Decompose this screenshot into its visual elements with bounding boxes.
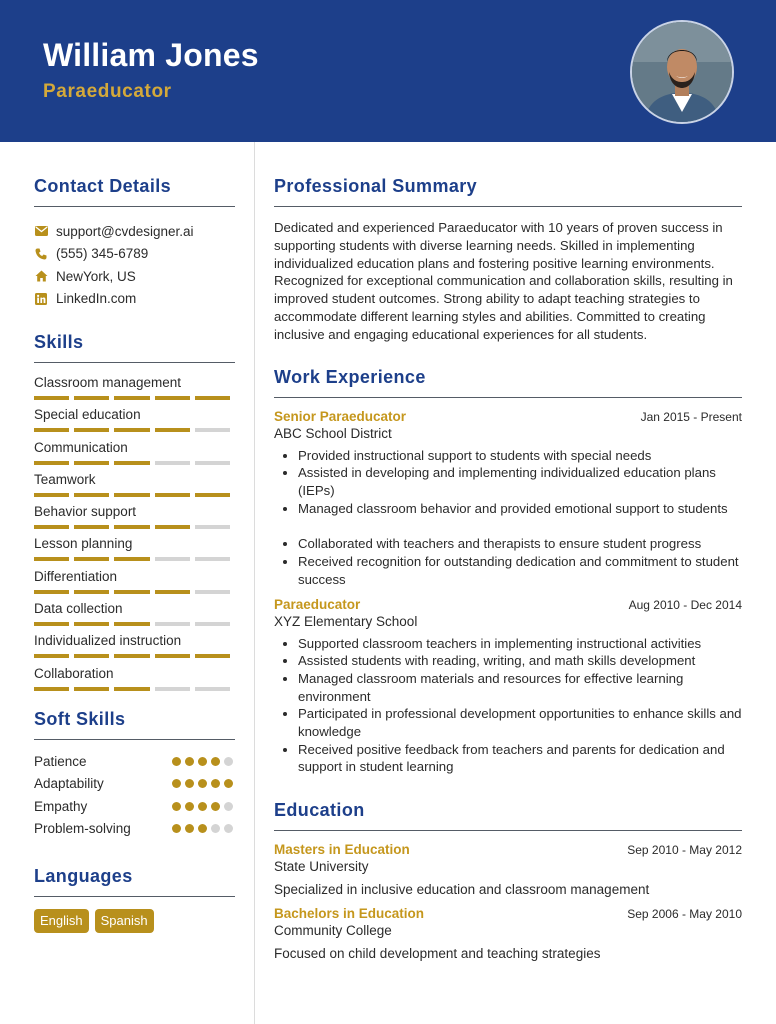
rating-dot: [185, 802, 194, 811]
skill-level-bar: [34, 622, 235, 626]
skill-level-segment: [74, 461, 109, 465]
skill-level-segment: [195, 654, 230, 658]
contact-phone-text: (555) 345-6789: [56, 246, 149, 262]
skill-item: [34, 469, 235, 501]
phone-icon: [34, 247, 48, 261]
skill-level-segment: [155, 493, 190, 497]
job-bullet: • Assisted in developing and implementing individualized education plans (IEPs): [298, 464, 742, 499]
soft-skill-name: Adaptability: [34, 776, 104, 792]
skill-name: Differentiation: [34, 568, 118, 584]
rating-dot: [172, 824, 181, 833]
language-badge: Spanish: [95, 909, 154, 933]
skill-level-bar: [34, 461, 235, 465]
job-bullet: • Managed classroom behavior and provided emotional support to students: [298, 500, 742, 518]
education-description: Specialized in inclusive education and classroom management: [274, 882, 650, 898]
education-date: Sep 2010 - May 2012: [627, 843, 742, 858]
skill-level-segment: [34, 428, 69, 432]
skill-level-segment: [74, 493, 109, 497]
soft-skill-item: [34, 750, 235, 773]
contact-section: [34, 176, 235, 310]
summary-title: Professional Summary: [274, 176, 742, 207]
soft-skill-rating: [168, 824, 233, 833]
skill-level-segment: [195, 525, 230, 529]
contact-linkedin-text: LinkedIn.com: [56, 291, 137, 307]
degree-title: Masters in Education: [274, 842, 410, 858]
languages-list: [34, 909, 235, 933]
rating-dot: [224, 824, 233, 833]
column-divider: [254, 142, 255, 1024]
skill-item: [34, 437, 235, 469]
skill-level-bar: [34, 428, 235, 432]
soft-skill-name: Problem-solving: [34, 821, 131, 837]
skill-level-segment: [34, 525, 69, 529]
education-date: Sep 2006 - May 2010: [627, 907, 742, 922]
skill-name: Communication: [34, 439, 128, 455]
job-entry: [274, 409, 742, 589]
job-date: Aug 2010 - Dec 2014: [628, 597, 742, 612]
envelope-icon: [34, 224, 48, 238]
skill-item: [34, 404, 235, 436]
skill-level-segment: [74, 557, 109, 561]
left-column: [34, 142, 235, 933]
home-icon: [34, 269, 48, 283]
skill-level-segment: [34, 590, 69, 594]
skill-level-segment: [155, 428, 190, 432]
soft-skills-section: [34, 709, 235, 840]
skill-item: [34, 501, 235, 533]
skill-level-segment: [74, 654, 109, 658]
rating-dot: [185, 757, 194, 766]
soft-skills-title: Soft Skills: [34, 709, 235, 740]
rating-dot: [211, 757, 220, 766]
education-entry: [274, 842, 742, 897]
rating-dot: [198, 824, 207, 833]
resume-header: [0, 0, 776, 142]
skill-level-segment: [195, 590, 230, 594]
rating-dot: [198, 757, 207, 766]
skill-name: Special education: [34, 407, 141, 423]
education-section: [274, 800, 742, 961]
contact-phone[interactable]: [34, 243, 235, 266]
skill-name: Classroom management: [34, 375, 182, 390]
skill-level-segment: [195, 622, 230, 626]
skill-level-segment: [74, 396, 109, 400]
contact-location-text: NewYork, US: [56, 268, 136, 284]
skill-name: Collaboration: [34, 665, 114, 681]
skill-level-bar: [34, 590, 235, 594]
skills-section: [34, 332, 235, 695]
skill-item: [34, 598, 235, 630]
skill-level-segment: [74, 590, 109, 594]
languages-title: Languages: [34, 866, 235, 897]
skill-level-bar: [34, 493, 235, 497]
job-bullet: • Received positive feedback from teachers and parents for dedication and support in student learning: [298, 741, 742, 776]
rating-dot: [172, 802, 181, 811]
skill-level-segment: [155, 687, 190, 691]
skill-item: [34, 533, 235, 565]
job-bullets: [274, 447, 742, 589]
skill-level-segment: [195, 428, 230, 432]
job-title: Senior Paraeducator: [274, 408, 407, 424]
skill-item: [34, 663, 235, 695]
rating-dot: [198, 802, 207, 811]
skill-level-segment: [195, 493, 230, 497]
skill-level-segment: [114, 428, 149, 432]
skill-level-segment: [34, 687, 69, 691]
soft-skill-item: [34, 817, 235, 840]
skill-level-bar: [34, 525, 235, 529]
skill-name: Lesson planning: [34, 536, 133, 552]
job-entry: [274, 597, 742, 777]
soft-skill-rating: [168, 757, 233, 766]
skill-level-segment: [114, 493, 149, 497]
right-column: [274, 142, 742, 961]
skill-level-segment: [155, 622, 190, 626]
skill-level-segment: [155, 461, 190, 465]
job-bullet: • Collaborated with teachers and therapists to ensure student progress: [298, 535, 742, 553]
rating-dot: [185, 779, 194, 788]
contact-email[interactable]: [34, 220, 235, 243]
education-description: Focused on child development and teaching strategies: [274, 946, 601, 962]
candidate-role: Paraeducator: [43, 81, 172, 102]
skill-level-segment: [195, 461, 230, 465]
job-bullet: • Assisted students with reading, writing, and math skills development: [298, 652, 742, 670]
rating-dot: [224, 779, 233, 788]
skill-level-segment: [155, 557, 190, 561]
skill-level-segment: [74, 525, 109, 529]
job-date: Jan 2015 - Present: [640, 409, 742, 424]
skill-level-segment: [34, 622, 69, 626]
skill-level-segment: [34, 493, 69, 497]
language-badge: English: [34, 909, 89, 933]
experience-section: [274, 367, 742, 777]
job-organization: ABC School District: [274, 425, 392, 441]
skill-level-segment: [114, 525, 149, 529]
job-bullets: [274, 635, 742, 777]
skill-level-segment: [114, 557, 149, 561]
job-organization: XYZ Elementary School: [274, 613, 418, 629]
experience-title: Work Experience: [274, 367, 742, 398]
skill-level-segment: [34, 396, 69, 400]
rating-dot: [185, 824, 194, 833]
job-bullet: • Participated in professional development opportunities to enhance skills and knowledge: [298, 705, 742, 740]
skill-item: [34, 372, 235, 404]
skill-name: Data collection: [34, 601, 123, 617]
skill-level-segment: [155, 525, 190, 529]
soft-skill-rating: [168, 779, 233, 788]
profile-photo: [630, 20, 734, 124]
skill-level-segment: [114, 396, 149, 400]
skill-level-segment: [74, 687, 109, 691]
soft-skill-rating: [168, 802, 233, 811]
skill-level-bar: [34, 396, 235, 400]
skill-level-segment: [195, 557, 230, 561]
languages-section: [34, 866, 235, 933]
skill-item: [34, 630, 235, 662]
skill-level-segment: [34, 557, 69, 561]
degree-title: Bachelors in Education: [274, 906, 425, 922]
skill-level-segment: [114, 687, 149, 691]
skill-level-segment: [114, 622, 149, 626]
skill-level-segment: [34, 461, 69, 465]
soft-skill-name: Empathy: [34, 798, 88, 814]
contact-linkedin[interactable]: [34, 288, 235, 311]
soft-skill-name: Patience: [34, 753, 87, 769]
summary-section: [274, 176, 742, 344]
job-title: Paraeducator: [274, 596, 361, 612]
school-name: State University: [274, 859, 369, 875]
summary-text: Dedicated and experienced Paraeducator with 10 years of proven success in supporting students with diverse learning needs. Skilled in implementing individualized education plans and fostering positive learning environments. Recognized for exceptional communication and collaboration skills, resulting in improved student outcomes. Strong ability to adapt teaching strategies to accommodate different learning styles and abilities. Committed to creating inclusive and engaging educational experiences for all students.: [274, 220, 733, 342]
rating-dot: [224, 802, 233, 811]
rating-dot: [224, 757, 233, 766]
skill-level-segment: [155, 654, 190, 658]
skill-item: [34, 566, 235, 598]
skill-level-segment: [114, 461, 149, 465]
job-bullet: • Managed classroom materials and resources for effective learning environment: [298, 670, 742, 705]
linkedin-icon: [34, 292, 48, 306]
rating-dot: [172, 779, 181, 788]
skill-name: Teamwork: [34, 471, 96, 487]
job-bullet: • Provided instructional support to students with special needs: [298, 447, 742, 465]
rating-dot: [211, 824, 220, 833]
skill-level-segment: [155, 396, 190, 400]
rating-dot: [211, 802, 220, 811]
contact-email-text: support@cvdesigner.ai: [56, 223, 194, 239]
contact-title: Contact Details: [34, 176, 235, 207]
skill-level-segment: [195, 687, 230, 691]
skill-level-bar: [34, 687, 235, 691]
skills-title: Skills: [34, 332, 235, 363]
school-name: Community College: [274, 923, 392, 939]
skill-level-segment: [74, 622, 109, 626]
skill-name: Individualized instruction: [34, 633, 182, 649]
soft-skill-item: [34, 772, 235, 795]
skill-name: Behavior support: [34, 504, 137, 520]
job-bullet: • Supported classroom teachers in implementing instructional activities: [298, 635, 742, 653]
skill-level-segment: [114, 654, 149, 658]
rating-dot: [211, 779, 220, 788]
skill-level-bar: [34, 557, 235, 561]
skill-level-segment: [74, 428, 109, 432]
job-bullet: • Received recognition for outstanding dedication and commitment to student success: [298, 553, 742, 588]
skill-level-segment: [195, 396, 230, 400]
skill-level-bar: [34, 654, 235, 658]
candidate-name: William Jones: [43, 37, 259, 73]
profile-photo-image: [632, 22, 732, 122]
rating-dot: [172, 757, 181, 766]
education-entry: [274, 906, 742, 961]
skill-level-segment: [114, 590, 149, 594]
skill-level-segment: [155, 590, 190, 594]
rating-dot: [198, 779, 207, 788]
contact-location: [34, 265, 235, 288]
soft-skill-item: [34, 795, 235, 818]
education-title: Education: [274, 800, 742, 831]
skill-level-segment: [34, 654, 69, 658]
